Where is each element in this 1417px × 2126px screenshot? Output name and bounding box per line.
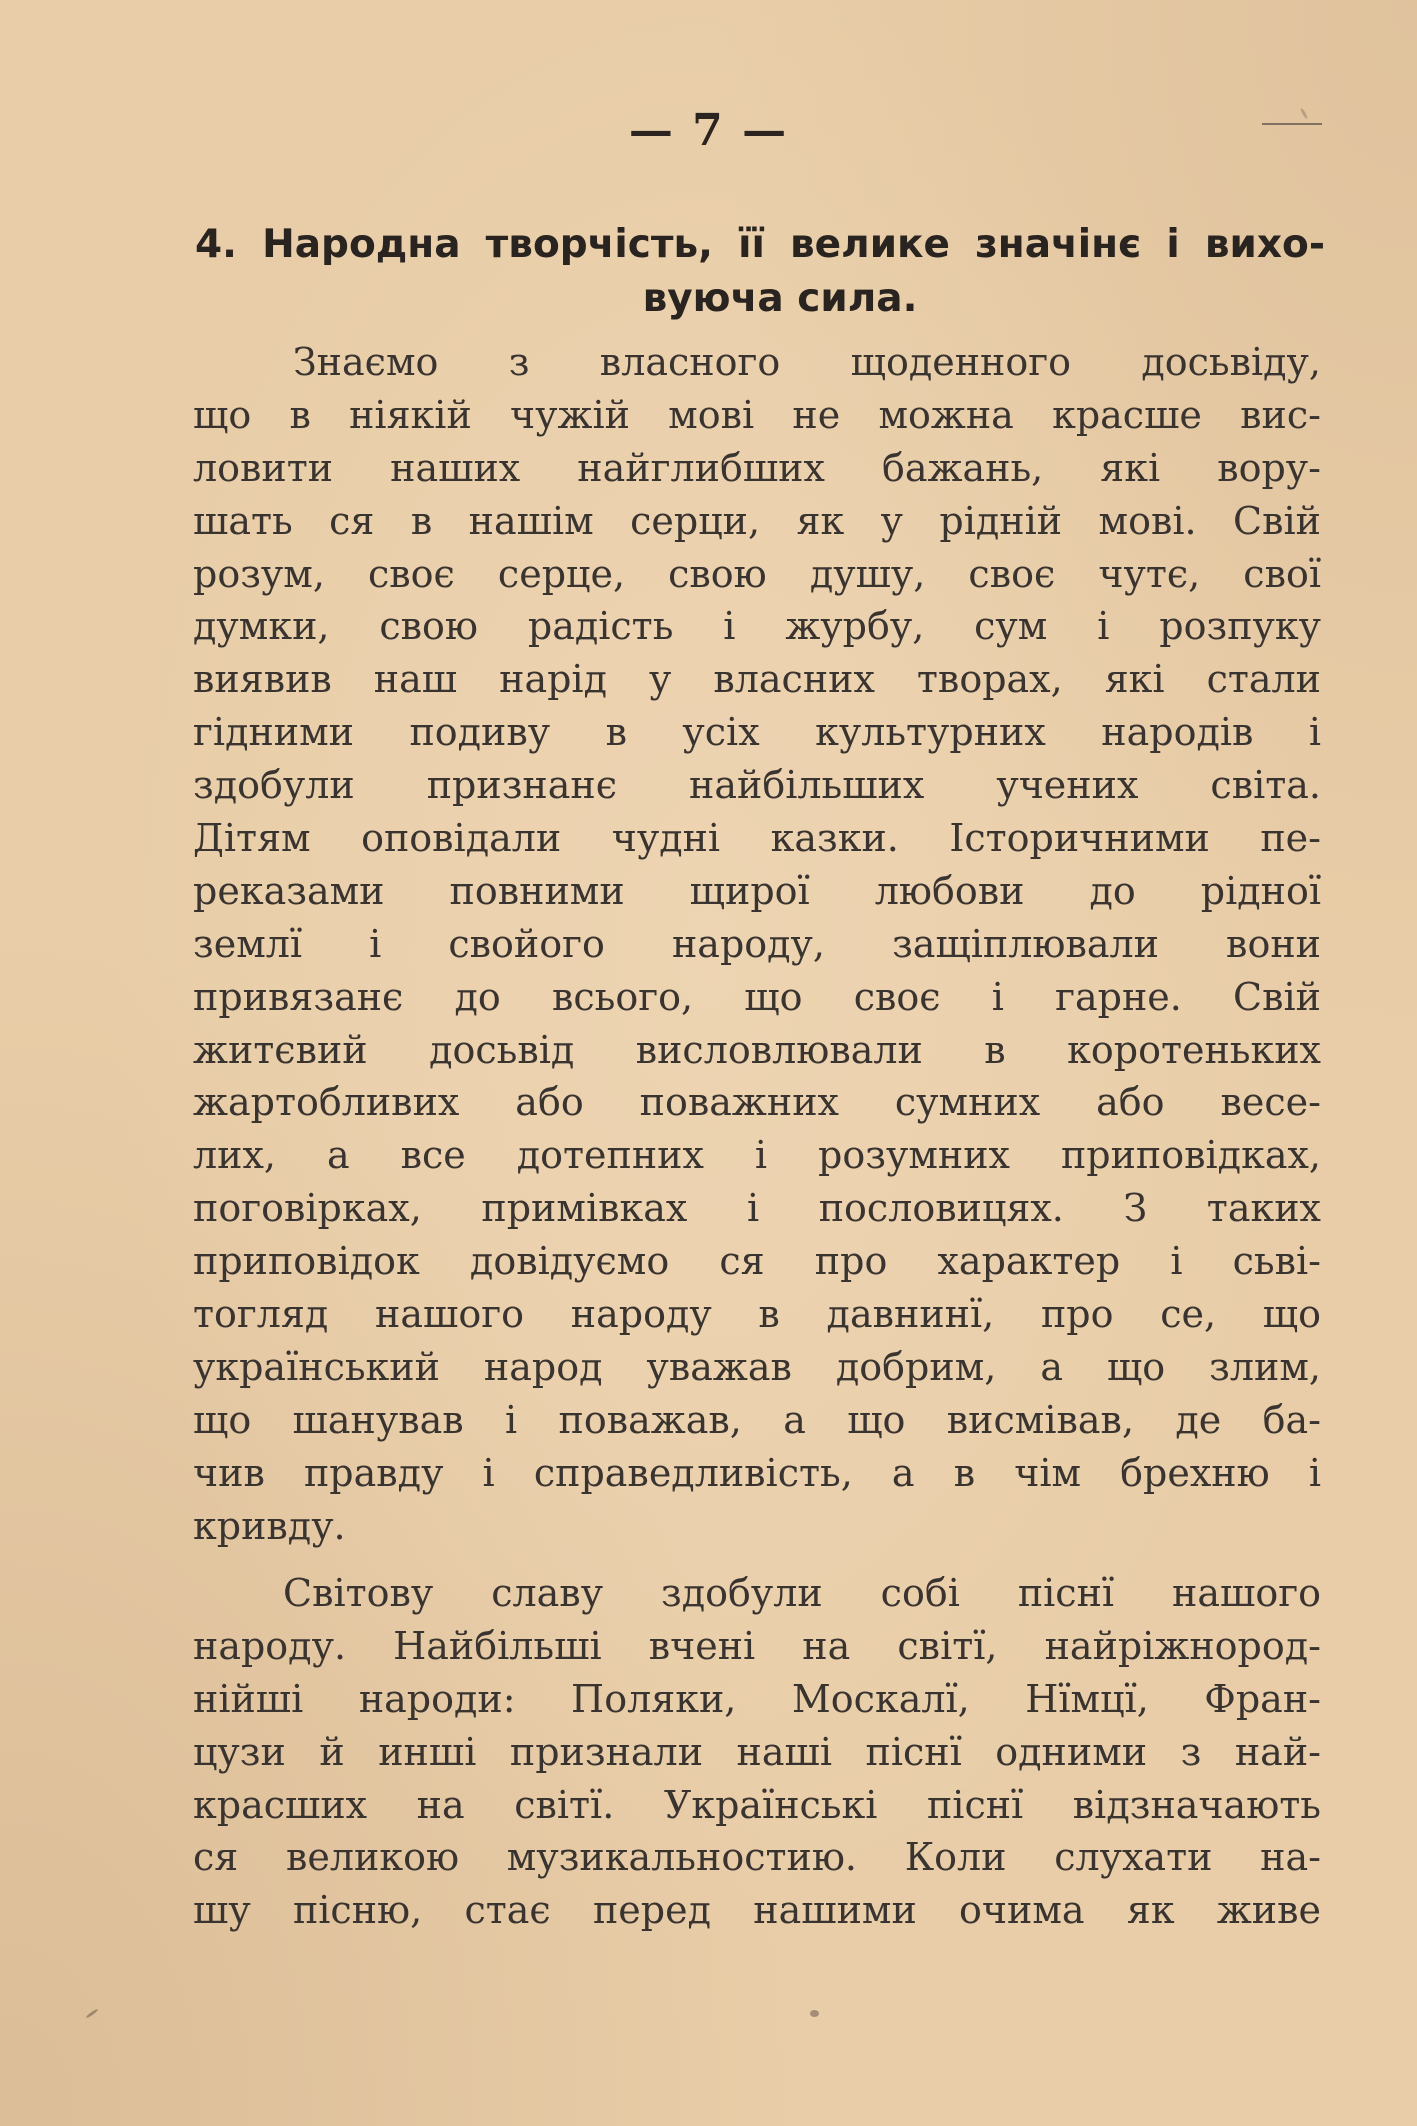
text-line: що шанував і поважав, а що висмівав, де ба- [193,1397,1321,1442]
paragraph-1 [193,336,1321,1552]
text-line: думки, свою радість і журбу, сум і розпуку [193,604,1321,649]
text-line: реказами повними щирої любови до рідної [193,868,1321,913]
paper-speck [85,2008,98,2018]
text-line: ловити наших найглибших бажань, які вору- [193,445,1321,490]
paper-speck [810,2010,819,2017]
text-line: привязанє до всього, що своє і гарне. Свій [193,974,1321,1019]
section-heading [195,218,1325,326]
text-line: Дітям оповідали чудні казки. Історичними пе- [193,816,1321,861]
text-line: нійші народи: Поляки, Москалї, Нїмцї, Фран- [193,1676,1321,1721]
text-line: що в ніякій чужій мові не можна красше вис- [193,392,1321,437]
text-line: виявив наш нарід у власних творах, які стали [193,657,1321,702]
text-line: народу. Найбільші вчені на світї, найріжнород- [193,1623,1321,1668]
text-line: поговірках, примівках і пословицях. З таких [193,1186,1321,1231]
text-line: Світову славу здобули собі піснї нашого [283,1571,1321,1615]
text-line: розум, своє серце, свою душу, своє чутє, свої [193,551,1321,596]
text-line: Знаємо з власного щоденного досьвіду, [293,340,1321,384]
page-number: — 7 — [628,105,789,156]
text-line: красших на світї. Українські піснї відзначають [193,1782,1321,1827]
text-line: ся великою музикальностию. Коли слухати на- [193,1835,1321,1880]
paragraph-2 [193,1567,1321,1937]
header-rule [1262,123,1322,125]
text-line: житєвий досьвід висловлювали в коротеньких [193,1027,1321,1072]
text-line: гідними подиву в усіх культурних народів і [193,710,1321,755]
text-line: землї і свойого народу, защіплювали вони [193,921,1321,966]
text-line: здобули признанє найбільших учених світа. [193,763,1321,808]
text-line: український народ уважав добрим, а що злим, [193,1344,1321,1389]
text-line: приповідок довідуємо ся про характер і сьві- [193,1239,1321,1284]
text-line: лих, а все дотепних і розумних приповідках, [193,1133,1321,1178]
heading-line-1: 4. Народна творчість, її велике значінє і вихо- [195,222,1325,267]
text-line: кривду. [193,1503,346,1548]
text-line: чив правду і справедливість, а в чім брехню і [193,1450,1321,1495]
text-line: цузи й инші признали наші піснї одними з най- [193,1729,1321,1774]
heading-line-2: вуюча сила. [642,276,918,321]
text-line: тогляд нашого народу в давнинї, про се, що [193,1292,1321,1337]
text-line: жартобливих або поважних сумних або весе- [193,1080,1321,1125]
text-line: шать ся в нашім серци, як у рідній мові. Свій [193,498,1321,543]
text-line: шу пісню, стає перед нашими очима як живе [193,1888,1321,1933]
